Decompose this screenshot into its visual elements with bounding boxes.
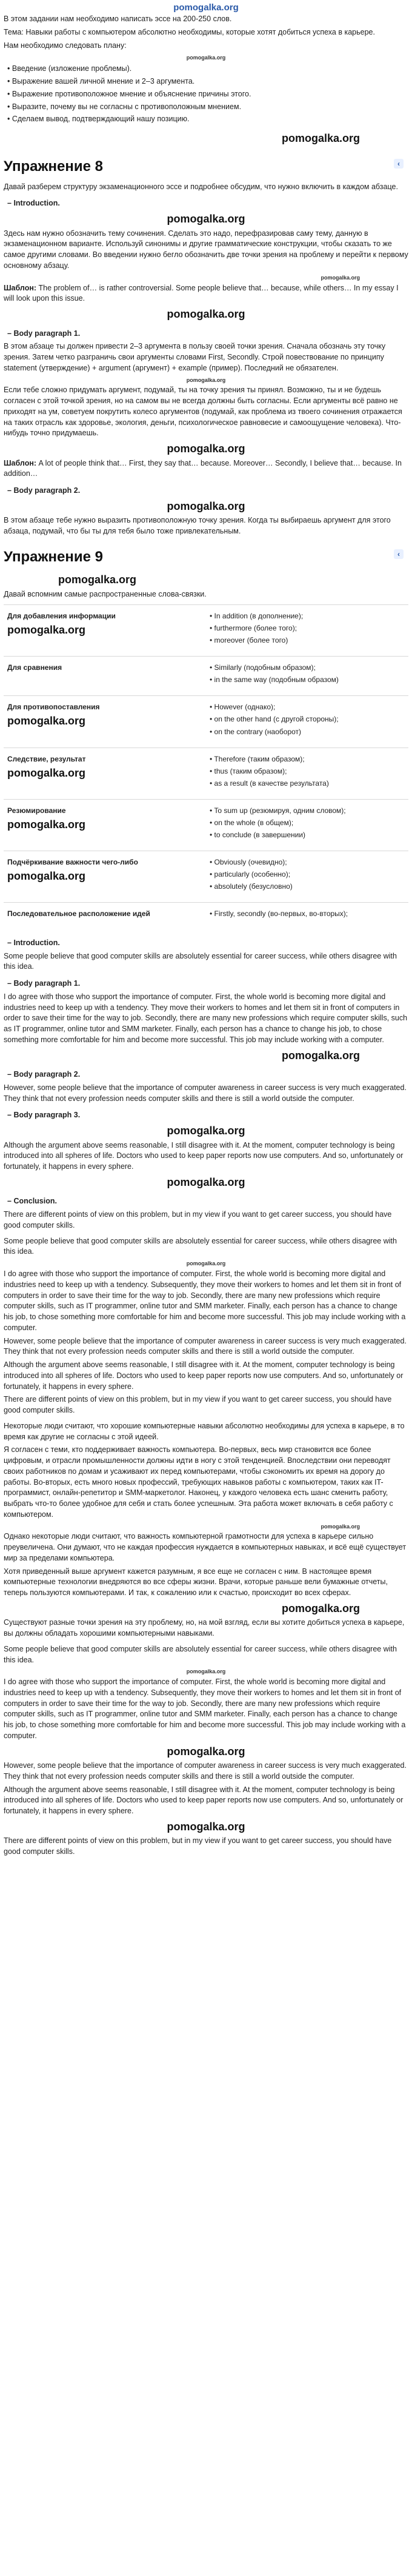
category-label: Последовательное расположение идей: [7, 909, 150, 918]
essay-body1: I do agree with those who support the importance of computer. First, the whole world is becoming more digital and industries need to keep up with a tendency. They move their workers to homes and let them sit in front of computers in order to save their time for the way to job. Secondly, there are many new professions which require computer skills, such as IT programmer, online tutor and SMM marketer. Finally, each person has a chance to change his job, to chose something more comfortable for him and become more successful. This job may include working with a computer.: [4, 992, 408, 1044]
category-cell: [4, 748, 206, 799]
essay-conclusion-label-text: Conclusion.: [13, 1197, 57, 1206]
exercise-9-title-text: Упражнение 9: [4, 548, 103, 565]
table-row: [4, 799, 408, 851]
essay-body3-label-text: Body paragraph 3.: [13, 1111, 81, 1120]
exercise-9-description: Давай вспомним самые распространенные слова-связки.: [4, 589, 207, 598]
essay-body2-label-text: Body paragraph 2.: [13, 1070, 81, 1079]
plan-item: • Выражение вашей личной мнение и 2–3 аргумента.: [7, 76, 408, 87]
category-cell: [4, 696, 206, 748]
essay-body1-label: – Body paragraph 1.: [7, 979, 81, 988]
linking-word: • To sum up (резюмируя, одним словом);: [210, 806, 405, 816]
template-1: [4, 283, 408, 305]
linking-word: • as a result (в качестве результата): [210, 778, 405, 789]
linking-word: • on the whole (в общем);: [210, 818, 405, 828]
body2-text: В этом абзаце тебе нужно выразить противоположную точку зрения. Когда ты выбираешь аргумент для этого абзаца, подумай, что бы ты для тебя было тоже привлекательным.: [4, 516, 391, 536]
essay-translation: [4, 1421, 408, 1639]
words-cell: [206, 605, 408, 657]
exercise-9-title: [4, 547, 408, 567]
body1-label-text: Body paragraph 1.: [13, 329, 81, 338]
translation-paragraph: Существуют разные точки зрения на эту проблему, но, на мой взгляд, если вы хотите добиться успеха в карьере, вы должны обладать хорошими компьютерными навыками.: [4, 1618, 405, 1638]
linking-word: • in the same way (подобным образом): [210, 675, 405, 685]
translation-paragraph: Хотя приведенный выше аргумент кажется разумным, я все еще не согласен с ним. В настоящее время компьютерные технологии внедряются во все сферы жизни. Врачи, которые раньше вели бумажные отчеты, теперь пользуются компьютерами. И так, к сожалению или к счастью, происходит во всех сферах.: [4, 1567, 388, 1597]
full-essay-paragraph: I do agree with those who support the importance of computer. First, the whole world is becoming more digital and industries need to keep up with a tendency. Subsequently, they move their workers to homes and let them sit in front of computers in order to save their time for the way to job. Secondly, there are many new professions which require computer skills, such as IT programmer, online tutor and SMM marketer. Finally, each person has a chance to change his job, to chose something more comfortable for him and become more successful. This job may include working with a computer.: [4, 1270, 406, 1332]
plan-list: [7, 64, 408, 125]
introduction-label-text: Introduction.: [13, 199, 60, 208]
watermark: pomogalka.org: [167, 443, 245, 455]
watermark: pomogalka.org: [281, 1049, 360, 1062]
linking-word: • thus (таким образом);: [210, 766, 405, 777]
linking-word: • In addition (в дополнение);: [210, 611, 405, 621]
template-text: The problem of… is rather controversial. Some people believe that… because, while others… In my essay I will look upon this issue.: [4, 283, 399, 303]
translation-paragraph: Я согласен с теми, кто поддерживает важность компьютера. Во-первых, весь мир становится все более цифровым, и отрасли промышленности должны идти в ногу с этой тенденцией. Впоследствии они переводят своих работников по домам и усаживают их перед компьютерами, чтобы сэкономить их время на дорогу до работы. Во-вторых, есть много новых профессий, требующих навыков работы с компьютером, таких как IT-программист, онлайн-репетитор и SMM-маркетолог. Наконец, у каждого человека есть шанс сменить работу, выбрать что-то более удобное для себя и стать более успешным. Эта работа может включать в себя работу с компьютером.: [4, 1445, 393, 1519]
essay-introduction-label: – Introduction.: [7, 938, 60, 947]
body2-label: – Body paragraph 2.: [7, 486, 81, 495]
body2-label-text: Body paragraph 2.: [13, 486, 81, 495]
watermark: pomogalka.org: [281, 1602, 360, 1614]
introduction-text: Здесь нам нужно обозначить тему сочинения. Сделать это надо, перефразировав саму тему, данную в экзаменационном варианте. Используй синонимы и другие грамматические конструкции, чтобы сказать то же самое другими словами. Во введении нужно бегло обозначить две точки зрения на проблему и перейти к первому основному абзацу.: [4, 229, 408, 270]
plan-item: • Выразите, почему вы не согласны с противоположным мнением.: [7, 102, 408, 113]
linking-word: • on the other hand (с другой стороны);: [210, 714, 405, 724]
full-essay-paragraph: However, some people believe that the importance of computer awareness in career success is very much exaggerated. They think that not every profession needs computer skills and there is still a world outside the computer.: [4, 1336, 407, 1356]
words-cell: [206, 657, 408, 696]
exercise-8-title-text: Упражнение 8: [4, 158, 103, 175]
linking-word: • However (однако);: [210, 702, 405, 712]
repeat-essay-paragraph: However, some people believe that the importance of computer awareness in career success is very much exaggerated. They think that not every profession needs computer skills and there is still a world outside the computer.: [4, 1761, 407, 1781]
category-label: Для противопоставления: [7, 703, 100, 712]
watermark: pomogalka.org: [186, 1668, 226, 1675]
watermark: pomogalka.org: [167, 1125, 245, 1137]
table-row: [4, 696, 408, 748]
linking-words-table: [4, 604, 408, 929]
essay-body1-label-text: Body paragraph 1.: [13, 979, 81, 988]
collapse-arrow-icon[interactable]: ‹: [394, 159, 404, 169]
linking-word: • on the contrary (наоборот): [210, 727, 405, 737]
watermark: pomogalka.org: [281, 132, 360, 145]
essay-conclusion: There are different points of view on this problem, but in my view if you want to get career success, you should have good computer skills.: [4, 1210, 392, 1229]
essay-structured: [4, 938, 408, 1231]
repeat-essay-paragraph: I do agree with those who support the importance of computer. First, the whole world is becoming more digital and industries need to keep up with a tendency. Subsequently, they move their workers to homes and let them sit in front of computers in order to save their time for the way to job. Secondly, there are many new professions which require computer skills, such as IT programmer, online tutor and SMM marketer. Finally, each person has a chance to change his job, to chose something more comfortable for him and become more successful. This job may include working with a computer.: [4, 1678, 406, 1740]
watermark: pomogalka.org: [7, 869, 86, 882]
essay-introduction-label-text: Introduction.: [13, 938, 60, 947]
essay-conclusion-label: – Conclusion.: [7, 1197, 57, 1206]
watermark: pomogalka.org: [167, 1176, 245, 1188]
linking-word: • Similarly (подобным образом);: [210, 663, 405, 673]
words-cell: [206, 851, 408, 902]
category-cell: [4, 851, 206, 902]
intro-line-3: Нам необходимо следовать плану:: [4, 41, 127, 50]
introduction-label: – Introduction.: [7, 199, 60, 208]
words-cell: [206, 799, 408, 851]
essay-body2-label: – Body paragraph 2.: [7, 1070, 81, 1079]
category-cell: [4, 657, 206, 696]
translation-paragraph: Некоторые люди считают, что хорошие компьютерные навыки абсолютно необходимы для успеха в карьере, в то время как другие не согласны с этой идеей.: [4, 1421, 405, 1441]
category-label: Для добавления информации: [7, 612, 116, 621]
exercise-8-title: [4, 156, 408, 177]
exercise-8-description: Давай разберем структуру экзаменационного эссе и подробнее обсудим, что нужно включить в каждом абзаце.: [4, 182, 398, 191]
watermark: pomogalka.org: [167, 308, 245, 320]
essay-introduction: Some people believe that good computer skills are absolutely essential for career success, while others disagree with this idea.: [4, 951, 397, 971]
watermark: pomogalka.org: [167, 500, 245, 512]
essay-body3: Although the argument above seems reasonable, I still disagree with it. At the moment, computer technology is being introduced into all spheres of life. Doctors who used to keep paper reports now use computers. And so, unfortunately or fortunately, it happens in every sphere.: [4, 1140, 404, 1171]
category-cell: [4, 902, 206, 929]
linking-word: • particularly (особенно);: [210, 869, 405, 880]
table-row: [4, 748, 408, 799]
table-row: [4, 851, 408, 902]
repeat-essay-paragraph: There are different points of view on this problem, but in my view if you want to get career success, you should have good computer skills.: [4, 1836, 392, 1856]
template-2: [4, 458, 408, 480]
linking-word: • to conclude (в завершении): [210, 830, 405, 840]
words-cell: [206, 902, 408, 929]
intro-line-1: В этом задании нам необходимо написать эссе на 200-250 слов.: [4, 15, 232, 24]
linking-word: • furthermore (более того);: [210, 623, 405, 634]
watermark: pomogalka.org: [321, 1523, 360, 1530]
repeat-essay-paragraph: Although the argument above seems reasonable, I still disagree with it. At the moment, computer technology is being introduced into all spheres of life. Doctors who used to keep paper reports now use computers. And so, unfortunately or fortunately, it happens in every sphere.: [4, 1785, 404, 1816]
essay-body2: However, some people believe that the importance of computer awareness in career success is very much exaggerated. They think that not every profession needs computer skills and there is still a world outside the computer.: [4, 1083, 407, 1103]
watermark: pomogalka.org: [7, 766, 86, 779]
essay-repeat: [4, 1644, 408, 1858]
category-label: Резюмирование: [7, 806, 66, 815]
essay-full: [4, 1236, 408, 1416]
watermark: pomogalka.org: [186, 1260, 226, 1267]
table-row: [4, 657, 408, 696]
linking-word: • absolutely (безусловно): [210, 882, 405, 892]
repeat-essay-paragraph: Some people believe that good computer skills are absolutely essential for career success, while others disagree with this idea.: [4, 1644, 397, 1664]
full-essay-paragraph: Although the argument above seems reasonable, I still disagree with it. At the moment, computer technology is being introduced into all spheres of life. Doctors who used to keep paper reports now use computers. And so, unfortunately or fortunately, it happens in every sphere.: [4, 1360, 404, 1391]
plan-item: • Сделаем вывод, подтверждающий нашу позицию.: [7, 114, 408, 125]
category-label: Следствие, результат: [7, 754, 86, 763]
template-label: Шаблон:: [4, 458, 37, 467]
body1-text-2: Если тебе сложно придумать аргумент, подумай, ты на точку зрения ты принял. Возможно, ты и не будешь согласен с этой точкой зрения, но на самом вы не всегда должны быть согласны. Если аргументы всё равно не приходят на ум, советуем покрутить колесо аргументов (подумай, как проблема из твоего сочинения отражается на таких отрасль как здоровье, экология, деньги, психологическое равновесие и самоощущение человека). Что-нибудь точно придумаешь.: [4, 386, 402, 438]
watermark: pomogalka.org: [7, 624, 86, 637]
body1-label: – Body paragraph 1.: [7, 329, 81, 338]
category-cell: [4, 605, 206, 657]
category-label: Для сравнения: [7, 663, 62, 672]
body1-text-1: В этом абзаце ты должен привести 2–3 аргумента в пользу своей точки зрения. Сначала обозначь эту точку зрения. Затем четко разграничь свои аргументы словами First, Secondly. Строй повествование по принципу statement (утверждение) + argument (аргумент) + example (пример). Последний не обязателен.: [4, 342, 386, 372]
linking-word: • Obviously (очевидно);: [210, 857, 405, 868]
watermark: pomogalka.org: [186, 376, 226, 383]
watermark: pomogalka.org: [167, 213, 245, 226]
plan-item: • Введение (изложение проблемы).: [7, 64, 408, 75]
site-logo[interactable]: pomogalka.org: [173, 2, 239, 13]
essay-body3-label: – Body paragraph 3.: [7, 1111, 81, 1120]
full-essay-paragraph: There are different points of view on this problem, but in my view if you want to get career success, you should have good computer skills.: [4, 1395, 392, 1414]
watermark: pomogalka.org: [7, 715, 86, 728]
watermark: pomogalka.org: [167, 1820, 245, 1833]
category-cell: [4, 799, 206, 851]
watermark: pomogalka.org: [58, 573, 137, 586]
watermark: pomogalka.org: [167, 1745, 245, 1758]
watermark: pomogalka.org: [7, 818, 86, 831]
linking-word: • moreover (более того): [210, 635, 405, 646]
intro-line-2: Тема: Навыки работы с компьютером абсолютно необходимы, которые хотят добиться успеха в карьере.: [4, 28, 375, 37]
translation-paragraph: Однако некоторые люди считают, что важность компьютерной грамотности для успеха в карьере сильно преувеличена. Они думают, что не каждая профессия нуждается в компьютерных навыках, и всё ещё существует мир за пределами компьютера.: [4, 1532, 407, 1562]
watermark: pomogalka.org: [186, 54, 226, 61]
template-label: Шаблон:: [4, 283, 37, 292]
template-text: A lot of people think that… First, they say that… because. Moreover… Secondly, I believe that… because. In addition…: [4, 458, 402, 478]
category-label: Подчёркивание важности чего-либо: [7, 857, 138, 866]
full-essay-paragraph: Some people believe that good computer skills are absolutely essential for career success, while others disagree with this idea.: [4, 1236, 397, 1256]
table-row: [4, 605, 408, 657]
plan-item: • Выражение противоположное мнение и объяснение причины этого.: [7, 89, 408, 100]
linking-word: • Therefore (таким образом);: [210, 754, 405, 764]
watermark: pomogalka.org: [321, 274, 360, 281]
table-row: [4, 902, 408, 929]
words-cell: [206, 696, 408, 748]
collapse-arrow-icon[interactable]: ‹: [394, 549, 404, 559]
linking-word: • Firstly, secondly (во-первых, во-вторых);: [210, 909, 405, 919]
words-cell: [206, 748, 408, 799]
